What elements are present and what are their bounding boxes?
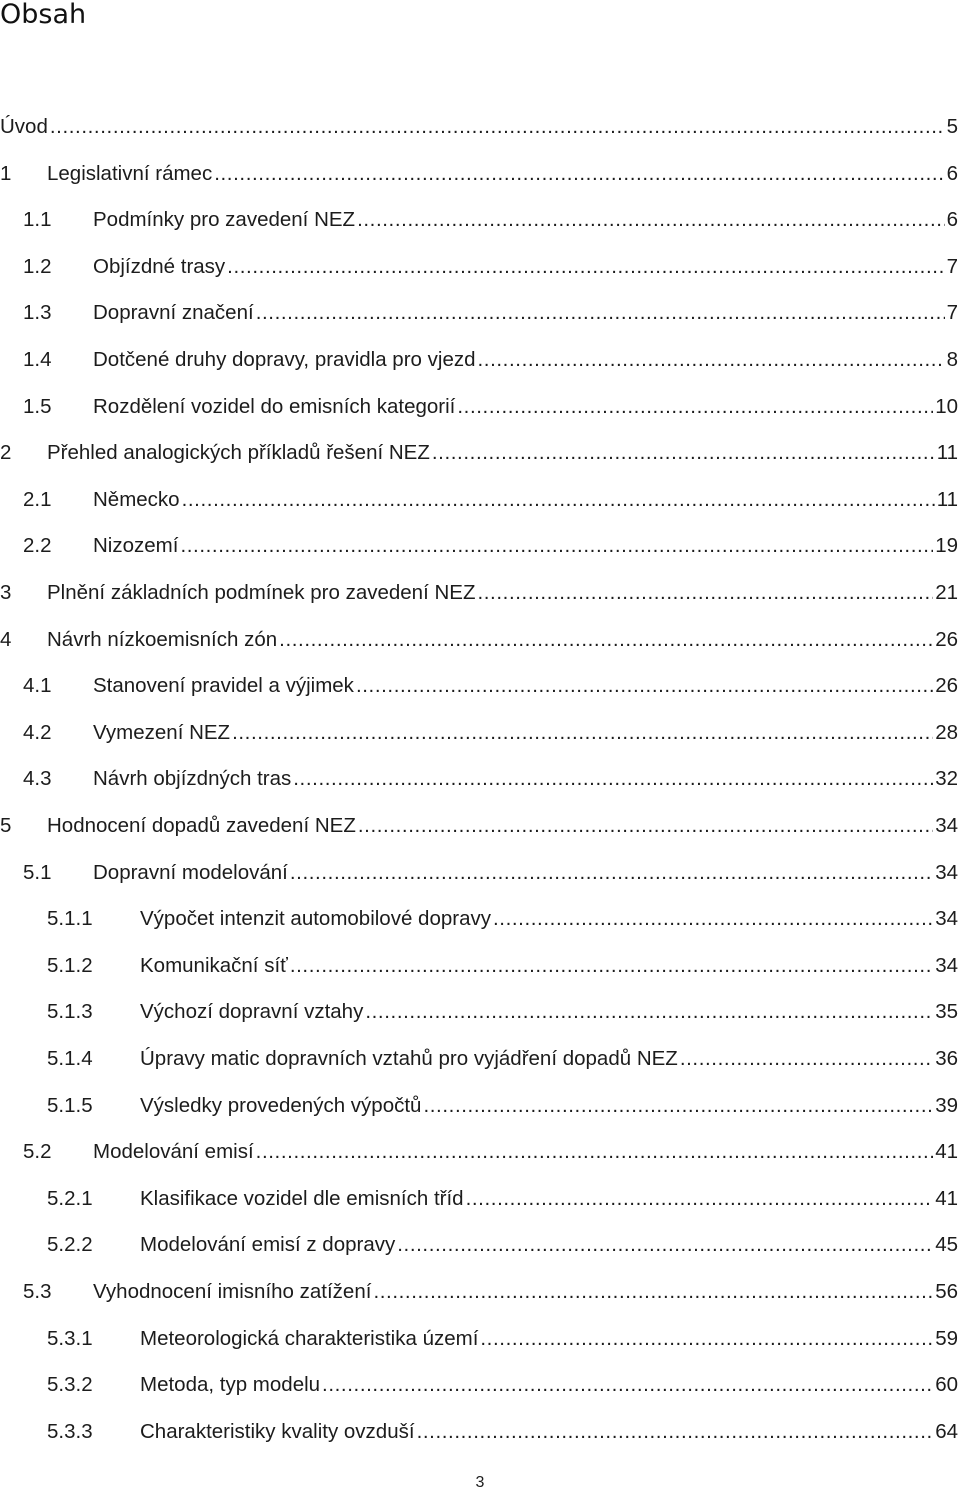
toc-entry[interactable] <box>0 813 958 839</box>
toc-entry[interactable] <box>0 720 958 746</box>
toc-entry-page: 28 <box>935 721 958 744</box>
toc-entry[interactable] <box>0 999 958 1025</box>
toc-entry[interactable] <box>0 487 958 513</box>
toc-dot-leader <box>290 860 933 886</box>
toc-dot-leader <box>493 906 933 932</box>
toc-entry[interactable] <box>0 627 958 653</box>
toc-entry[interactable] <box>0 953 958 979</box>
toc-entry[interactable] <box>0 1279 958 1305</box>
toc-entry-page: 45 <box>935 1233 958 1256</box>
toc-entry-page: 34 <box>935 861 958 884</box>
toc-entry-page: 34 <box>935 907 958 930</box>
toc-entry[interactable] <box>0 1419 958 1445</box>
toc-entry-page: 59 <box>935 1327 958 1350</box>
toc-dot-leader <box>680 1046 933 1072</box>
toc-entry-title: Metoda, typ modelu <box>140 1373 321 1396</box>
toc-entry[interactable] <box>0 440 958 466</box>
toc-entry-page: 39 <box>935 1094 958 1117</box>
toc-dot-leader <box>365 999 933 1025</box>
toc-entry[interactable] <box>0 860 958 886</box>
toc-dot-leader <box>256 1139 934 1165</box>
toc-entry-page: 6 <box>946 162 958 185</box>
toc-dot-leader <box>279 627 933 653</box>
toc-entry-number: 5.2 <box>23 1140 52 1163</box>
toc-entry-title: Komunikační síť <box>140 954 288 977</box>
toc-entry-page: 5 <box>946 115 958 138</box>
toc-entry-title: Úpravy matic dopravních vztahů pro vyjádření dopadů NEZ <box>140 1047 678 1070</box>
toc-entry-number: 2.2 <box>23 534 52 557</box>
toc-entry[interactable] <box>0 673 958 699</box>
toc-entry-title: Plnění základních podmínek pro zavedení NEZ <box>47 581 476 604</box>
toc-dot-leader <box>214 161 944 187</box>
toc-dot-leader <box>182 487 935 513</box>
toc-entry-page: 64 <box>935 1420 958 1443</box>
toc-entry-number: 5.1 <box>23 861 52 884</box>
toc-entry-title: Výchozí dopravní vztahy <box>140 1000 364 1023</box>
toc-entry[interactable] <box>0 300 958 326</box>
toc-entry-number: 5.2.2 <box>47 1233 93 1256</box>
toc-entry[interactable] <box>0 1093 958 1119</box>
toc-entry[interactable] <box>0 1232 958 1258</box>
toc-entry[interactable] <box>0 1372 958 1398</box>
toc-entry-page: 41 <box>935 1140 958 1163</box>
toc-entry-page: 11 <box>936 488 958 511</box>
toc-entry[interactable] <box>0 254 958 280</box>
toc-entry-page: 26 <box>935 674 958 697</box>
toc-dot-leader <box>466 1186 934 1212</box>
toc-entry-page: 6 <box>946 208 958 231</box>
toc-entry-number: 5.1.4 <box>47 1047 93 1070</box>
toc-entry-number: 5.1.2 <box>47 954 93 977</box>
toc-dot-leader <box>480 1326 933 1352</box>
toc-entry-number: 5.1.1 <box>47 907 93 930</box>
toc-entry[interactable] <box>0 394 958 420</box>
toc-entry-page: 8 <box>946 348 958 371</box>
toc-entry-title: Objízdné trasy <box>93 255 226 278</box>
toc-entry-page: 60 <box>935 1373 958 1396</box>
toc-entry-title: Úvod <box>0 115 48 138</box>
toc-entry[interactable] <box>0 1139 958 1165</box>
toc-entry-title: Modelování emisí z dopravy <box>140 1233 396 1256</box>
toc-entry-title: Stanovení pravidel a výjimek <box>93 674 354 697</box>
toc-dot-leader <box>293 766 933 792</box>
toc-entry-number: 5.3.1 <box>47 1327 93 1350</box>
toc-entry-number: 1.5 <box>23 395 52 418</box>
toc-entry-page: 56 <box>935 1280 958 1303</box>
toc-entry-title: Hodnocení dopadů zavedení NEZ <box>47 814 356 837</box>
toc-entry-page: 21 <box>935 581 958 604</box>
toc-entry-title: Meteorologická charakteristika území <box>140 1327 479 1350</box>
toc-entry-title: Dopravní modelování <box>93 861 288 884</box>
toc-dot-leader <box>227 254 944 280</box>
toc-entry-page: 34 <box>935 954 958 977</box>
toc-entry-number: 5.3.3 <box>47 1420 93 1443</box>
toc-entry[interactable] <box>0 161 958 187</box>
toc-entry-page: 41 <box>935 1187 958 1210</box>
toc-entry-title: Vyhodnocení imisního zatížení <box>93 1280 372 1303</box>
page-number: 3 <box>475 1474 485 1491</box>
toc-entry[interactable] <box>0 766 958 792</box>
toc-dot-leader <box>397 1232 933 1258</box>
toc-entry-number: 5.1.5 <box>47 1094 93 1117</box>
toc-entry-title: Dotčené druhy dopravy, pravidla pro vjezd <box>93 348 476 371</box>
toc-entry-page: 35 <box>935 1000 958 1023</box>
toc-entry-title: Výpočet intenzit automobilové dopravy <box>140 907 491 930</box>
toc-entry-page: 7 <box>946 301 958 324</box>
toc-dot-leader <box>322 1372 933 1398</box>
toc-entry-number: 3 <box>0 581 12 604</box>
toc-entry-page: 36 <box>935 1047 958 1070</box>
toc-dot-leader <box>478 347 945 373</box>
toc-entry-page: 19 <box>935 534 958 557</box>
toc-entry[interactable] <box>0 114 958 140</box>
toc-entry[interactable] <box>0 1186 958 1212</box>
toc-entry-page: 7 <box>946 255 958 278</box>
toc-dot-leader <box>417 1419 934 1445</box>
toc-dot-leader <box>232 720 933 746</box>
toc-dot-leader <box>457 394 933 420</box>
toc-entry-page: 10 <box>935 395 958 418</box>
toc-entry-number: 5.2.1 <box>47 1187 93 1210</box>
toc-dot-leader <box>357 207 945 233</box>
toc-entry-number: 1.3 <box>23 301 52 324</box>
toc-dot-leader <box>432 440 935 466</box>
toc-entry-number: 5 <box>0 814 12 837</box>
toc-entry-number: 5.3 <box>23 1280 52 1303</box>
toc-dot-leader <box>356 673 933 699</box>
toc-entry-title: Návrh nízkoemisních zón <box>47 628 278 651</box>
toc-entry[interactable] <box>0 347 958 373</box>
toc-dot-leader <box>423 1093 933 1119</box>
toc-entry[interactable] <box>0 533 958 559</box>
toc-entry-page: 26 <box>935 628 958 651</box>
toc-entry[interactable] <box>0 1046 958 1072</box>
toc-dot-leader <box>256 300 945 326</box>
toc-entry-title: Návrh objízdných tras <box>93 767 292 790</box>
page-title: Obsah <box>0 0 87 30</box>
toc-entry-number: 1.1 <box>23 208 52 231</box>
toc-entry-title: Výsledky provedených výpočtů <box>140 1094 422 1117</box>
toc-dot-leader <box>50 114 945 140</box>
toc-entry-title: Vymezení NEZ <box>93 721 231 744</box>
toc-entry-number: 4.3 <box>23 767 52 790</box>
toc-entry-title: Německo <box>93 488 180 511</box>
toc-entry-number: 2.1 <box>23 488 52 511</box>
toc-entry-page: 34 <box>935 814 958 837</box>
toc-entry-number: 2 <box>0 441 12 464</box>
toc-entry-title: Legislativní rámec <box>47 162 213 185</box>
toc-entry-title: Podmínky pro zavedení NEZ <box>93 208 356 231</box>
toc-entry-number: 1.2 <box>23 255 52 278</box>
toc-entry[interactable] <box>0 580 958 606</box>
toc-entry-number: 5.3.2 <box>47 1373 93 1396</box>
toc-entry-number: 4 <box>0 628 12 651</box>
toc-dot-leader <box>358 813 933 839</box>
toc-entry-number: 1.4 <box>23 348 52 371</box>
toc-entry-title: Modelování emisí <box>93 1140 254 1163</box>
toc-entry-title: Nizozemí <box>93 534 179 557</box>
toc-entry-title: Klasifikace vozidel dle emisních tříd <box>140 1187 464 1210</box>
toc-entry-number: 4.1 <box>23 674 52 697</box>
toc-entry-title: Dopravní značení <box>93 301 254 324</box>
toc-dot-leader <box>290 953 933 979</box>
toc-entry[interactable] <box>0 207 958 233</box>
toc-entry-title: Rozdělení vozidel do emisních kategorií <box>93 395 456 418</box>
toc-dot-leader <box>180 533 933 559</box>
toc-entry-number: 1 <box>0 162 12 185</box>
toc-entry[interactable] <box>0 906 958 932</box>
toc-dot-leader <box>477 580 933 606</box>
toc-entry-number: 5.1.3 <box>47 1000 93 1023</box>
toc-dot-leader <box>373 1279 933 1305</box>
toc-entry-page: 11 <box>936 441 958 464</box>
toc-entry-number: 4.2 <box>23 721 52 744</box>
toc-entry-title: Charakteristiky kvality ovzduší <box>140 1420 415 1443</box>
toc-entry-page: 32 <box>935 767 958 790</box>
toc-entry-title: Přehled analogických příkladů řešení NEZ <box>47 441 430 464</box>
toc-entry[interactable] <box>0 1326 958 1352</box>
